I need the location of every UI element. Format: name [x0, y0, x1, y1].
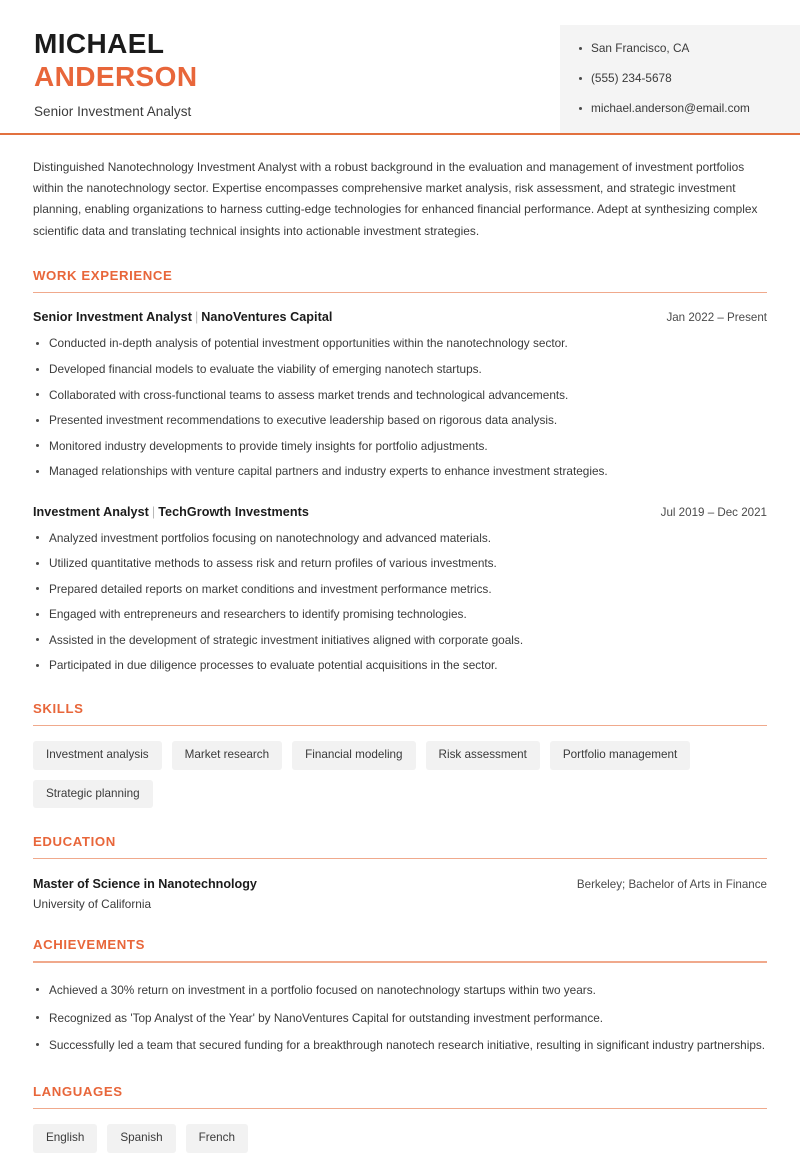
achievements-list	[33, 981, 767, 1055]
last-name: ANDERSON	[34, 60, 198, 92]
experience-separator: |	[194, 310, 199, 325]
contact-list	[578, 41, 786, 117]
skill-tag: Investment analysis	[33, 741, 162, 769]
section-rule-work-experience	[33, 292, 767, 294]
achievement-item: Recognized as 'Top Analyst of the Year' by NanoVentures Capital for outstanding investment performance.	[33, 1009, 767, 1028]
experience-heading	[33, 505, 309, 519]
header-job-title: Senior Investment Analyst	[34, 103, 192, 119]
header-divider	[0, 133, 800, 135]
experience-entry-header	[33, 505, 767, 519]
skills-tag-list	[33, 741, 767, 808]
experience-company: NanoVentures Capital	[201, 310, 333, 325]
resume-content	[0, 157, 800, 1153]
experience-bullet: Conducted in-depth analysis of potential investment opportunities within the nanotechnology sector.	[33, 335, 767, 352]
section-achievements	[33, 937, 767, 1054]
education-entry	[33, 877, 767, 911]
languages-tag-list	[33, 1124, 767, 1152]
contact-email-text: michael.anderson@email.com	[591, 100, 750, 115]
contact-location-text: San Francisco, CA	[591, 41, 690, 55]
section-title-work-experience: WORK EXPERIENCE	[33, 267, 173, 283]
experience-bullet: Prepared detailed reports on market conditions and investment performance metrics.	[33, 581, 767, 598]
professional-summary: Distinguished Nanotechnology Investment Analyst with a robust background in the evaluation and management of investment portfolios within the nanotechnology sector. Expertise encompasses comprehensive market analysis, risk assessment, and strategic investment planning, enabling organizations to harness cutting-edge technologies for enhanced financial performance. Adept at synthesizing complex scientific data and translating technical insights into actionable investment strategies.	[33, 159, 758, 238]
header-identity	[0, 22, 560, 119]
experience-company: TechGrowth Investments	[158, 504, 309, 519]
section-title-languages: LANGUAGES	[33, 1083, 123, 1099]
experience-bullet: Assisted in the development of strategic investment initiatives aligned with corporate goals.	[33, 632, 767, 649]
experience-role: Senior Investment Analyst	[33, 310, 192, 325]
experience-bullets	[33, 335, 767, 480]
skill-tag: Risk assessment	[426, 741, 540, 769]
experience-bullet: Developed financial models to evaluate the viability of emerging nanotech startups.	[33, 361, 767, 378]
section-languages	[33, 1084, 767, 1153]
language-tag: English	[33, 1124, 97, 1152]
language-tag: French	[186, 1124, 248, 1152]
contact-info-box	[560, 25, 800, 133]
first-name: MICHAEL	[34, 28, 165, 59]
education-degree: Master of Science in Nanotechnology	[33, 877, 257, 892]
experience-bullet: Engaged with entrepreneurs and researchers to identify promising technologies.	[33, 606, 767, 623]
skill-tag: Market research	[172, 741, 282, 769]
experience-entry	[33, 505, 767, 675]
experience-dates: Jul 2019 – Dec 2021	[660, 505, 767, 519]
section-title-achievements: ACHIEVEMENTS	[33, 937, 145, 953]
section-rule-skills	[33, 725, 767, 727]
section-work-experience	[33, 268, 767, 675]
experience-entry-header	[33, 310, 767, 324]
experience-role: Investment Analyst	[33, 504, 149, 519]
education-detail: Berkeley; Bachelor of Arts in Finance	[576, 878, 767, 892]
contact-item-location	[578, 41, 786, 57]
section-title-skills: SKILLS	[33, 700, 84, 716]
contact-phone-text: (555) 234-5678	[591, 70, 672, 85]
achievement-item: Successfully led a team that secured funding for a breakthrough nanotech research initiative, resulting in significant industry partnerships.	[33, 1036, 767, 1055]
section-education	[33, 834, 767, 912]
experience-bullet: Presented investment recommendations to executive leadership based on rigorous data analysis.	[33, 412, 767, 429]
section-rule-education	[33, 858, 767, 860]
experience-entry	[33, 310, 767, 480]
language-tag: Spanish	[107, 1124, 175, 1152]
skill-tag: Financial modeling	[292, 741, 415, 769]
section-title-education: EDUCATION	[33, 833, 116, 849]
experience-bullet: Participated in due diligence processes to evaluate potential acquisitions in the sector.	[33, 657, 767, 674]
experience-bullet: Monitored industry developments to provide timely insights for portfolio adjustments.	[33, 438, 767, 455]
section-rule-languages	[33, 1108, 767, 1110]
experience-dates: Jan 2022 – Present	[666, 311, 767, 325]
experience-heading	[33, 310, 332, 324]
experience-bullet: Managed relationships with venture capital partners and industry experts to enhance investment strategies.	[33, 463, 767, 480]
skill-tag: Strategic planning	[33, 780, 153, 808]
experience-bullet: Collaborated with cross-functional teams to assess market trends and technological advancements.	[33, 387, 767, 404]
experience-bullet: Utilized quantitative methods to assess risk and return profiles of various investments.	[33, 555, 767, 572]
experience-bullet: Analyzed investment portfolios focusing on nanotechnology and advanced materials.	[33, 530, 767, 547]
contact-item-email[interactable]	[578, 101, 786, 117]
achievement-item: Achieved a 30% return on investment in a portfolio focused on nanotechnology startups within two years.	[33, 981, 767, 1000]
education-school: University of California	[33, 897, 152, 912]
experience-separator: |	[151, 504, 156, 519]
contact-item-phone	[578, 71, 786, 87]
experience-bullets	[33, 530, 767, 675]
section-rule-achievements	[33, 961, 767, 963]
resume-header	[0, 0, 800, 133]
section-skills	[33, 701, 767, 808]
education-entry-header	[33, 877, 767, 891]
skill-tag: Portfolio management	[550, 741, 690, 769]
